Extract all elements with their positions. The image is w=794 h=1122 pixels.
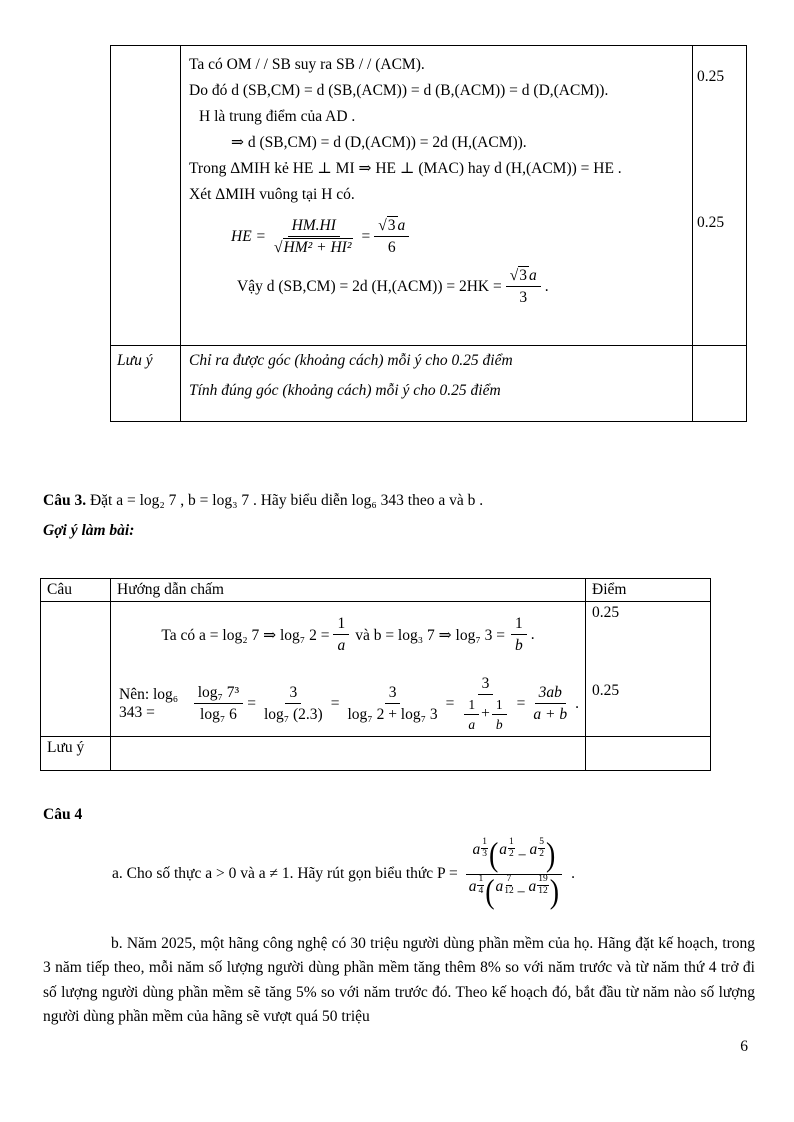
fraction-denominator: log₇ 6: [200, 705, 237, 723]
open-paren: (: [488, 836, 499, 874]
fraction-denominator: 3: [519, 289, 528, 307]
solution-table-left-cell: [111, 46, 181, 346]
formula-lhs: HE =: [231, 228, 266, 246]
fraction-denominator: a + b: [533, 705, 568, 723]
power-term: a $\frac{1}{2}$: [499, 837, 514, 860]
period: .: [544, 278, 549, 296]
fraction-numerator: 3ab: [535, 683, 566, 704]
fraction: [511, 614, 527, 656]
radical-symbol: √HM² + HI²: [274, 239, 352, 257]
equals-sign: =: [361, 228, 371, 246]
fraction-numerator: 3: [385, 683, 401, 704]
period: .: [530, 626, 535, 644]
plus-sign: +: [481, 705, 490, 723]
note-cell: [181, 346, 693, 422]
formula-text: Ta có a = log₂ 7 ⇒ log₇ 2 =: [161, 626, 330, 644]
solution-line: Xét ΔMIH vuông tại H có.: [189, 186, 355, 203]
power-term: a $\frac{7}{12}$: [495, 873, 514, 897]
formula-text: Nên: log₆ 343 =: [119, 685, 179, 721]
marks-cell: [586, 602, 711, 737]
equals-sign: =: [330, 694, 340, 712]
solution-line: Trong ΔMIH kẻ HE ⊥ MI ⇒ HE ⊥ (MAC) hay d (H,(ACM)) = HE .: [189, 160, 622, 177]
note-label: Lưu ý: [111, 346, 181, 422]
grading-table: [40, 578, 711, 771]
fraction: [458, 674, 512, 733]
formula-text: và b = log₃ 7 ⇒ log₇ 3 =: [355, 626, 505, 644]
fraction-numerator: 3: [285, 683, 301, 704]
equals-sign: =: [247, 694, 256, 712]
question-4b: b. Năm 2025, một hãng công nghệ có 30 triệu người dùng phần mềm của họ. Hãng đặt kế hoạch, trong 3 năm tiếp theo, mỗi năm số lượng người dùng phần mềm tăng thêm 8% so với năm trước và từ năm thứ 4 trở đi số lượng người dùng phần mềm sẽ tăng 5% so với năm trước đó. Theo kế hoạch đó, bắt đầu từ năm nào số lượng người dùng phần mềm của hãng sẽ vượt quá 50 triệu: [43, 935, 755, 1026]
fraction: [529, 683, 571, 725]
score-value: 0.25: [697, 68, 725, 85]
column-header-diem: Điểm: [586, 579, 711, 602]
hint-heading: Gợi ý làm bài:: [43, 522, 135, 539]
solution-cell: [181, 46, 693, 346]
note-label: Lưu ý: [41, 736, 111, 770]
log-line-2: [117, 674, 579, 733]
close-paren: ): [549, 873, 560, 911]
equals-sign: =: [445, 694, 455, 712]
grading-table-left-cell: [41, 602, 111, 737]
score-value: 0.25: [592, 682, 620, 699]
fraction-numerator: 1: [333, 614, 349, 635]
question-4a-text: a. Cho số thực a > 0 và a ≠ 1. Hãy rút gọn biểu thức P =: [112, 865, 458, 883]
page-number: 6: [740, 1038, 748, 1055]
solution-line: ⇒ d (SB,CM) = d (D,(ACM)) = 2d (H,(ACM)).: [231, 134, 527, 151]
fraction: [260, 683, 327, 725]
fraction-numerator: √3 a: [374, 216, 409, 237]
he-formula: [189, 216, 684, 258]
fraction-denominator: [458, 695, 512, 733]
column-header-huong-dan: Hướng dẫn chấm: [111, 579, 586, 602]
open-paren: (: [485, 873, 495, 911]
question-3-label: Câu 3.: [43, 492, 87, 509]
fraction-numerator: 1: [511, 614, 527, 635]
grading-solution-cell: [111, 602, 586, 737]
minus-sign: −: [517, 846, 527, 864]
fraction-denominator: b: [514, 637, 523, 655]
solution-line: Do đó d (SB,CM) = d (SB,(ACM)) = d (B,(ACM)) = d (D,(ACM)).: [189, 82, 609, 99]
radical-symbol: √3: [509, 267, 528, 285]
score-value: 0.25: [592, 604, 620, 621]
big-fraction-denominator: [463, 875, 566, 911]
fraction-denominator: log₇ 2 + log₇ 3: [347, 705, 438, 723]
period: .: [575, 694, 579, 712]
note-cell: [111, 736, 586, 770]
fraction-numerator: log₇ 7³: [194, 683, 243, 704]
fraction-numerator: 3: [478, 674, 494, 695]
question-3: [43, 490, 758, 512]
formula-text: Vậy d (SB,CM) = 2d (H,(ACM)) = 2HK =: [237, 278, 502, 296]
big-fraction: [463, 838, 566, 911]
fraction-denominator: log₇ (2.3): [263, 705, 323, 723]
marks-cell: [693, 46, 747, 346]
close-paren: ): [546, 836, 556, 874]
fraction-denominator: [270, 237, 357, 258]
fraction: [343, 683, 441, 725]
question-4a: [112, 838, 762, 911]
marks-cell: [693, 346, 747, 422]
fraction: [194, 683, 243, 725]
log-line-1: [117, 614, 579, 656]
minus-sign: −: [516, 883, 526, 901]
power-term: a $\frac{19}{12}$: [528, 873, 548, 897]
fraction: [270, 216, 357, 258]
column-header-cau: Câu: [41, 579, 111, 602]
period: .: [571, 865, 575, 883]
question-3-text: Đặt a = log₂ 7 , b = log₃ 7 . Hãy biểu diễn log₆ 343 theo a và b .: [86, 492, 484, 509]
power-term: a $\frac{1}{4}$: [468, 873, 484, 897]
solution-line: Ta có OM / / SB suy ra SB / / (ACM).: [189, 56, 425, 73]
vay-formula: [189, 266, 684, 308]
solution-table: [110, 45, 747, 422]
nested-fraction: $\frac{1}{a}$: [464, 696, 479, 733]
power-term: a $\frac{5}{2}$: [529, 837, 545, 860]
note-line: Chỉ ra được góc (khoảng cách) mỗi ý cho 0.25 điểm: [189, 352, 513, 369]
fraction-numerator: HM.HI: [288, 216, 340, 237]
fraction-denominator: 6: [387, 239, 396, 257]
nested-fraction: $\frac{1}{b}$: [492, 696, 507, 733]
big-fraction-numerator: [466, 838, 562, 875]
score-value: 0.25: [697, 214, 725, 231]
equals-sign: =: [516, 694, 526, 712]
fraction: [374, 216, 409, 258]
fraction: [506, 266, 541, 308]
fraction-denominator: a: [337, 637, 346, 655]
marks-cell: [586, 736, 711, 770]
radical-symbol: √3: [378, 217, 396, 234]
note-line: Tính đúng góc (khoảng cách) mỗi ý cho 0.25 điểm: [189, 382, 501, 399]
solution-line: H là trung điểm của AD .: [199, 108, 356, 125]
fraction-numerator: √3 a: [506, 266, 541, 287]
fraction: [333, 614, 349, 656]
question-4-label: Câu 4: [43, 806, 83, 823]
power-term: a $\frac{1}{3}$: [472, 837, 487, 860]
